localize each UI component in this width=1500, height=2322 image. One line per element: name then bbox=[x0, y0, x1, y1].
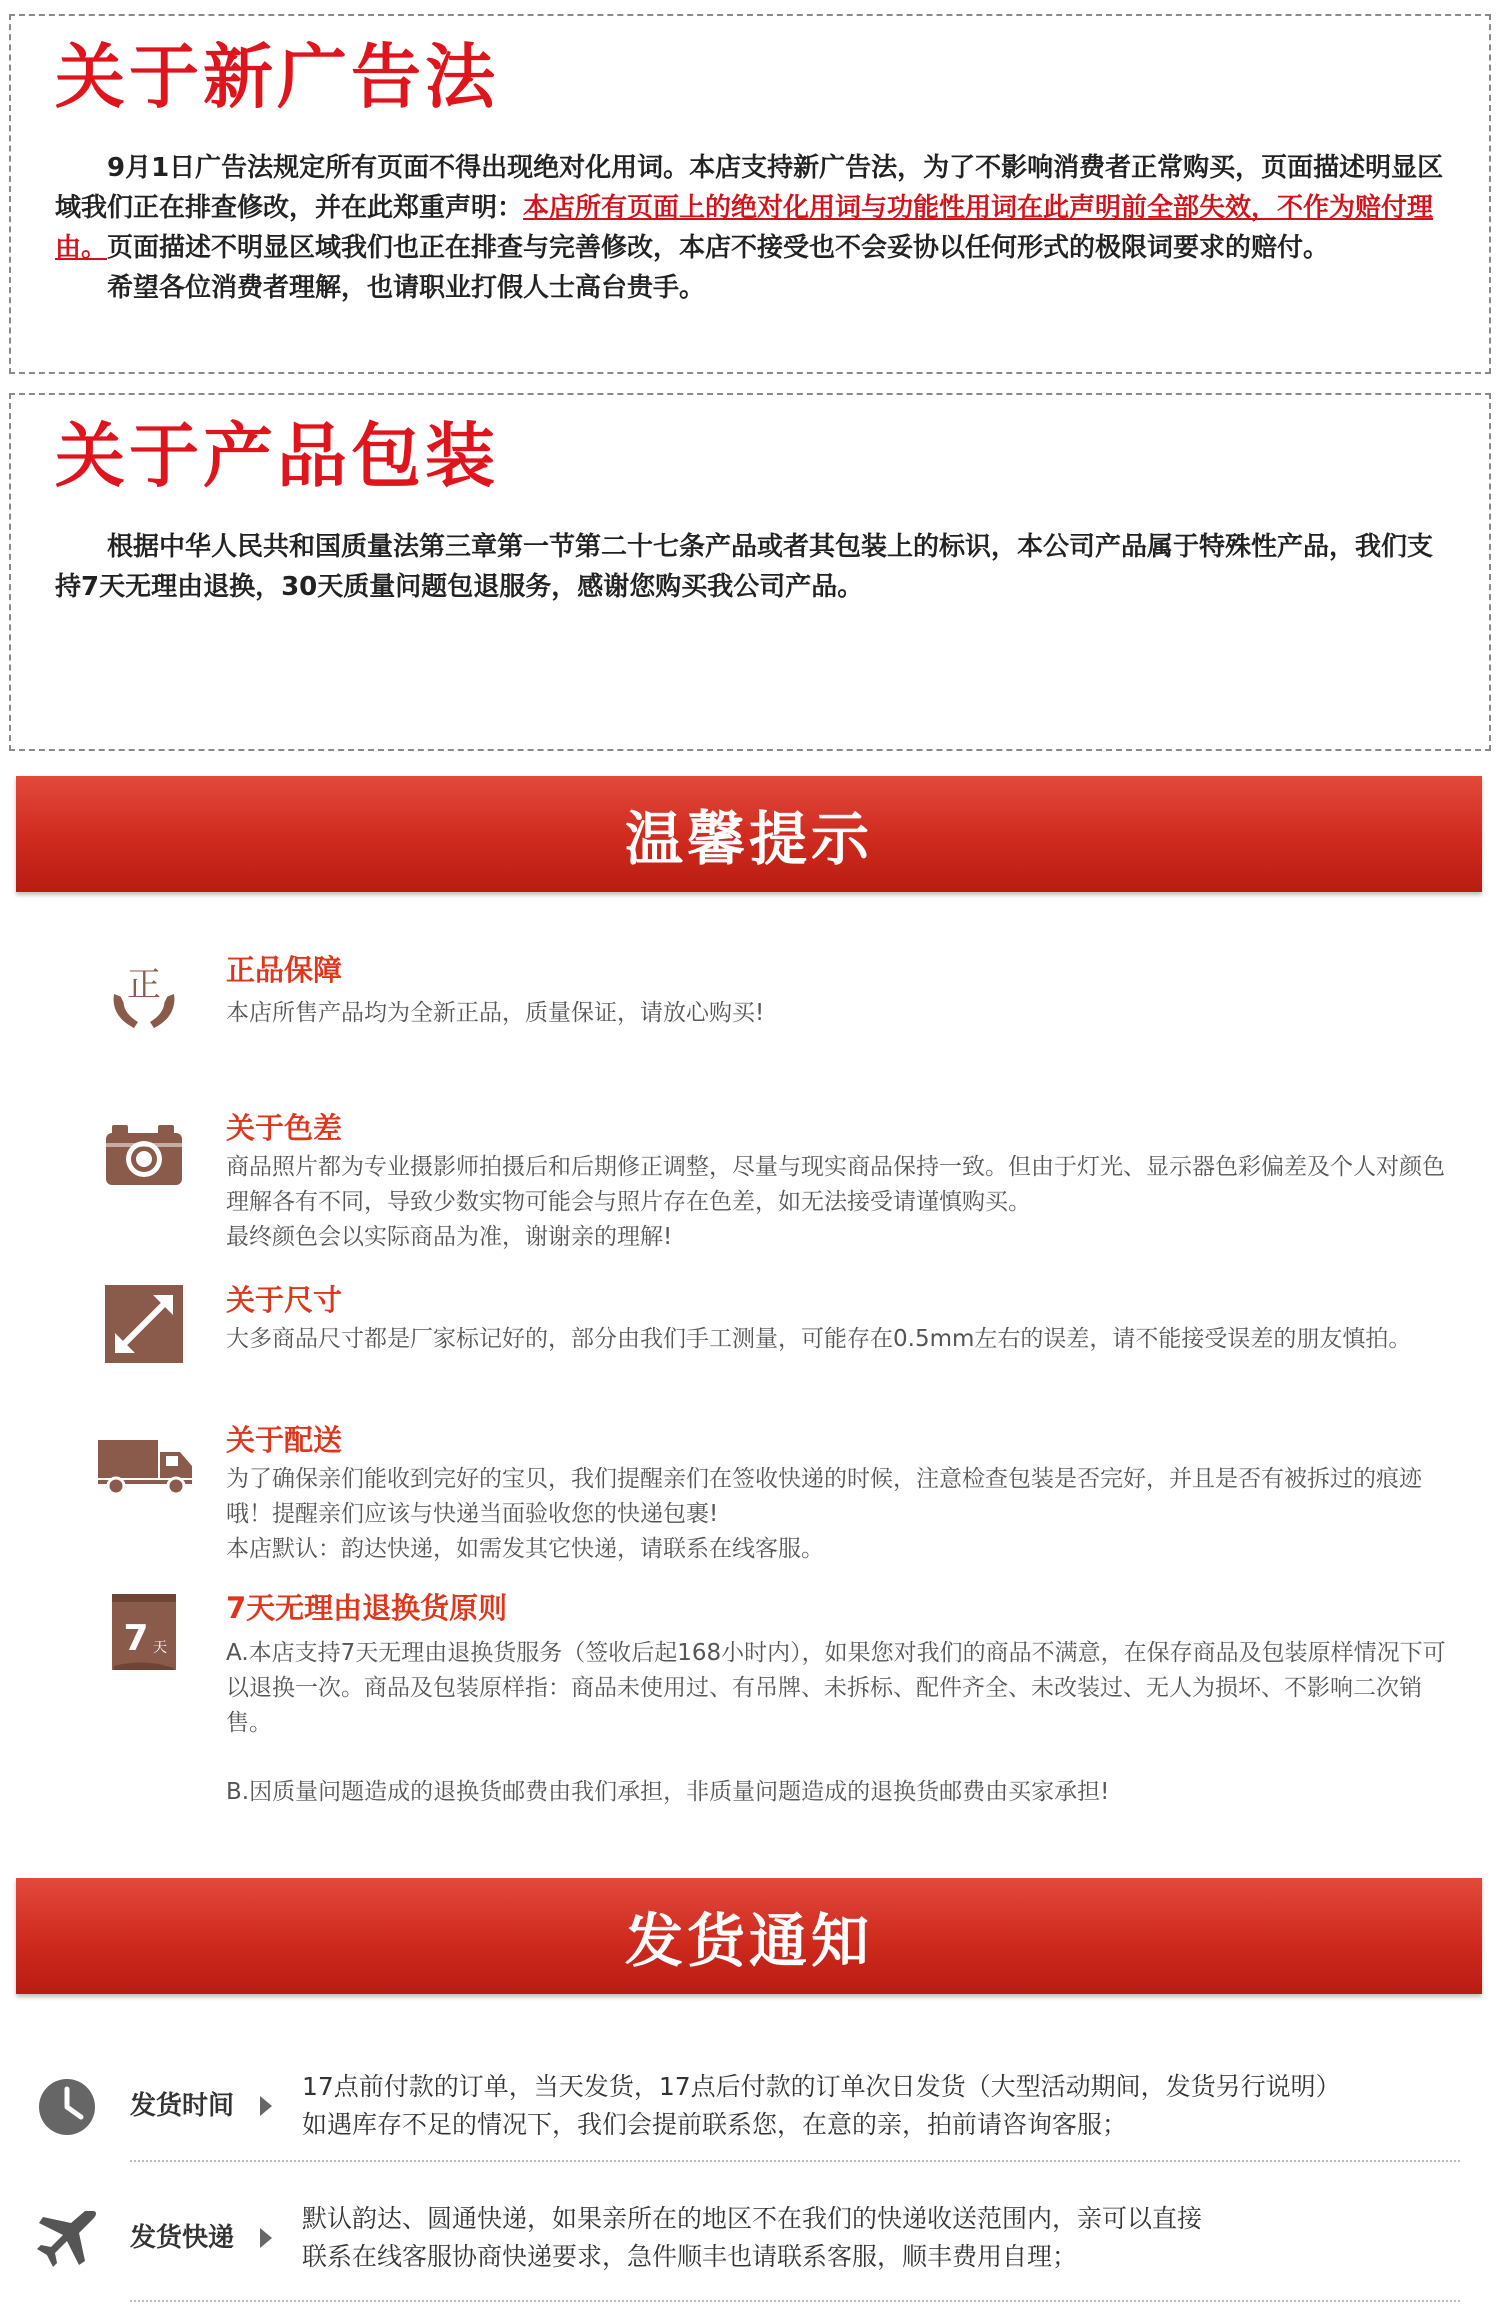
arrow-right-icon bbox=[260, 2096, 272, 2116]
truck-icon bbox=[98, 1426, 194, 1506]
ad-law-title: 关于新广告法 bbox=[55, 36, 499, 118]
clock-icon bbox=[32, 2072, 102, 2142]
tip-title: 正品保障 bbox=[226, 953, 343, 987]
genuine-hands-icon bbox=[104, 956, 184, 1036]
tip-desc bbox=[226, 1322, 1466, 1357]
tip-line: 商品照片都为专业摄影师拍摄后和后期修正调整，尽量与现实商品保持一致。但由于灯光、显示器色彩偏差及个人对颜色理解各有不同，导致少数实物可能会与照片存在色差，如无法接受请谨慎购买。 bbox=[226, 1154, 1445, 1215]
arrow-right-icon bbox=[260, 2228, 272, 2248]
ship-label: 发货时间 bbox=[130, 2091, 235, 2121]
tip-line: 大多商品尺寸都是厂家标记好的，部分由我们手工测量，可能存在0.5mm左右的误差，请不能接受误差的朋友慎拍。 bbox=[226, 1326, 1412, 1352]
tip-title: 7天无理由退换货原则 bbox=[226, 1591, 508, 1625]
ad-law-closing: 希望各位消费者理解，也请职业打假人士高台贵手。 bbox=[107, 273, 706, 303]
packaging-body bbox=[55, 527, 1449, 607]
tip-line: 最终颜色会以实际商品为准，谢谢亲的理解! bbox=[226, 1224, 673, 1250]
airplane-icon bbox=[32, 2204, 102, 2274]
tips-banner: 温馨提示 bbox=[16, 776, 1482, 892]
ad-law-paragraph bbox=[55, 148, 1449, 268]
calendar-number: 7 bbox=[123, 1618, 149, 1659]
ship-label: 发货快递 bbox=[130, 2223, 235, 2253]
tip-desc bbox=[226, 996, 1466, 1031]
tip-line: A.本店支持7天无理由退换货服务（签收后起168小时内），如果您对我们的商品不满意，在保存商品及包装原样情况下可以退换一次。商品及包装原样指：商品未使用过、有吊牌、未拆标、配件齐全、未改装过、无人为损坏、不影响二次销售。 bbox=[226, 1640, 1446, 1736]
tip-title: 关于配送 bbox=[226, 1423, 343, 1457]
tip-desc bbox=[226, 1150, 1466, 1255]
tip-line: 本店默认：韵达快递，如需发其它快递，请联系在线客服。 bbox=[226, 1536, 824, 1562]
packaging-title: 关于产品包装 bbox=[55, 415, 499, 497]
ad-law-text-before: 9月1日广告法规定所有页面不得出现绝对化用词。本店支持新广告法，为了不影响消费者正常购买，页面描述明显区域我们正在排查修改，并在此郑重声明： bbox=[55, 153, 1444, 223]
ship-line: 如遇库存不足的情况下，我们会提前联系您，在意的亲，拍前请咨询客服； bbox=[302, 2110, 1128, 2139]
camera-icon bbox=[104, 1114, 184, 1194]
divider bbox=[130, 2160, 1460, 2162]
ad-law-highlight-text: 本店所有页面上的绝对化用词与功能性用词在此声明前全部失效，不作为赔付理由。 bbox=[55, 193, 1434, 263]
tip-title: 关于色差 bbox=[226, 1111, 343, 1145]
ship-desc bbox=[302, 2068, 1462, 2144]
ship-line: 17点前付款的订单，当天发货，17点后付款的订单次日发货（大型活动期间，发货另行说明） bbox=[302, 2072, 1341, 2101]
calendar-7-days-icon bbox=[104, 1592, 184, 1672]
tip-line: 本店所售产品均为全新正品，质量保证，请放心购买! bbox=[226, 1000, 765, 1026]
tip-desc bbox=[226, 1636, 1466, 1810]
resize-arrow-icon bbox=[104, 1284, 184, 1364]
ad-law-text-after: 页面描述不明显区域我们也正在排查与完善修改，本店不接受也不会妥协以任何形式的极限词要求的赔付。 bbox=[107, 233, 1330, 263]
calendar-unit: 天 bbox=[153, 1640, 167, 1656]
ad-law-body bbox=[55, 148, 1449, 308]
ship-line: 联系在线客服协商快递要求，急件顺丰也请联系客服，顺丰费用自理； bbox=[302, 2242, 1078, 2271]
packaging-notice bbox=[9, 393, 1491, 751]
tip-line: B.因质量问题造成的退换货邮费由我们承担，非质量问题造成的退换货邮费由买家承担! bbox=[226, 1779, 1110, 1805]
tip-title: 关于尺寸 bbox=[226, 1283, 343, 1317]
packaging-paragraph: 根据中华人民共和国质量法第三章第一节第二十七条产品或者其包装上的标识，本公司产品属于特殊性产品，我们支持7天无理由退换，30天质量问题包退服务，感谢您购买我公司产品。 bbox=[55, 532, 1434, 602]
shipping-banner: 发货通知 bbox=[16, 1878, 1482, 1994]
tip-line: 为了确保亲们能收到完好的宝贝，我们提醒亲们在签收快递的时候，注意检查包装是否完好，并且是否有被拆过的痕迹哦！提醒亲们应该与快递当面验收您的快递包裹! bbox=[226, 1466, 1422, 1527]
genuine-char: 正 bbox=[127, 965, 161, 1005]
ship-line: 默认韵达、圆通快递，如果亲所在的地区不在我们的快递收送范围内，亲可以直接 bbox=[302, 2204, 1203, 2233]
ship-desc bbox=[302, 2200, 1462, 2276]
divider bbox=[130, 2300, 1460, 2302]
ad-law-notice bbox=[9, 14, 1491, 374]
tip-desc bbox=[226, 1462, 1466, 1567]
